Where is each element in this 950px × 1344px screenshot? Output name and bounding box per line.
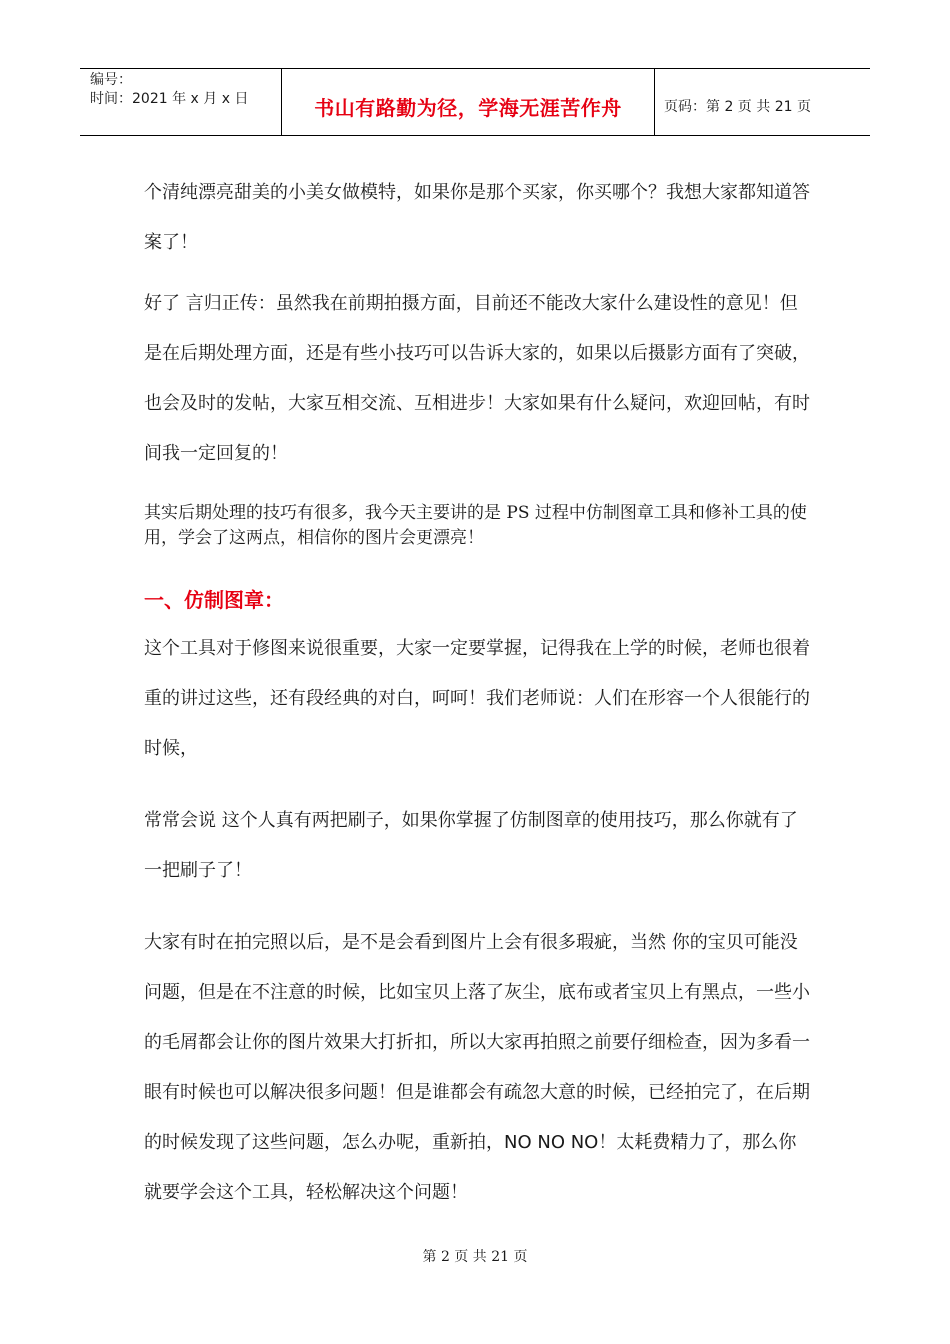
- page-footer: 第 2 页 共 21 页: [422, 1249, 528, 1265]
- paragraph-4: 这个工具对于修图来说很重要，大家一定要掌握，记得我在上学的时候，老师也很着重的讲过这些，还有段经典的对白，呵呵！我们老师说：人们在形容一个人很能行的时候，: [144, 638, 810, 759]
- paragraph-3: 其实后期处理的技巧有很多，我今天主要讲的是 PS 过程中仿制图章工具和修补工具的使用，学会了这两点，相信你的图片会更漂亮！: [144, 503, 807, 548]
- header-page-info: 页码：第 2 页 共 21 页: [664, 99, 811, 115]
- paragraph-6: 大家有时在拍完照以后，是不是会看到图片上会有很多瑕疵，当然 你的宝贝可能没问题，但是在不注意的时候，比如宝贝上落了灰尘，底布或者宝贝上有黑点，一些小的毛屑都会让你的图片效果大打折扣，所以大家再拍照之前要仔细检查，因为多看一眼有时候也可以解决很多问题！但是谁都会有疏忽大意的时候，已经拍完了，在后期的时候发现了这些问题，怎么办呢，重新拍，NO NO NO！太耗费精力了，那么你就要学会这个工具，轻松解决这个问题！: [144, 932, 810, 1203]
- header-motto-cell: [282, 69, 655, 135]
- header-meta-cell: [80, 69, 282, 135]
- page-header: [80, 68, 870, 136]
- serial-number-label: 编号：: [90, 72, 132, 88]
- date-label: 时间：2021 年 x 月 x 日: [90, 91, 249, 107]
- paragraph-5: 常常会说 这个人真有两把刷子，如果你掌握了仿制图章的使用技巧，那么你就有了一把刷子了！: [144, 810, 798, 881]
- paragraph-2: 好了 言归正传：虽然我在前期拍摄方面，目前还不能改大家什么建设性的意见！但是在后期处理方面，还是有些小技巧可以告诉大家的，如果以后摄影方面有了突破，也会及时的发帖，大家互相交流、互相进步！大家如果有什么疑问，欢迎回帖，有时间我一定回复的！: [144, 293, 810, 464]
- paragraph-1: 个清纯漂亮甜美的小美女做模特，如果你是那个买家，你买哪个？我想大家都知道答案了！: [144, 182, 810, 253]
- header-page-cell: [655, 69, 870, 135]
- section-heading-clone-stamp: 一、仿制图章：: [144, 588, 284, 612]
- header-motto: 书山有路勤为径，学海无涯苦作舟: [314, 95, 622, 120]
